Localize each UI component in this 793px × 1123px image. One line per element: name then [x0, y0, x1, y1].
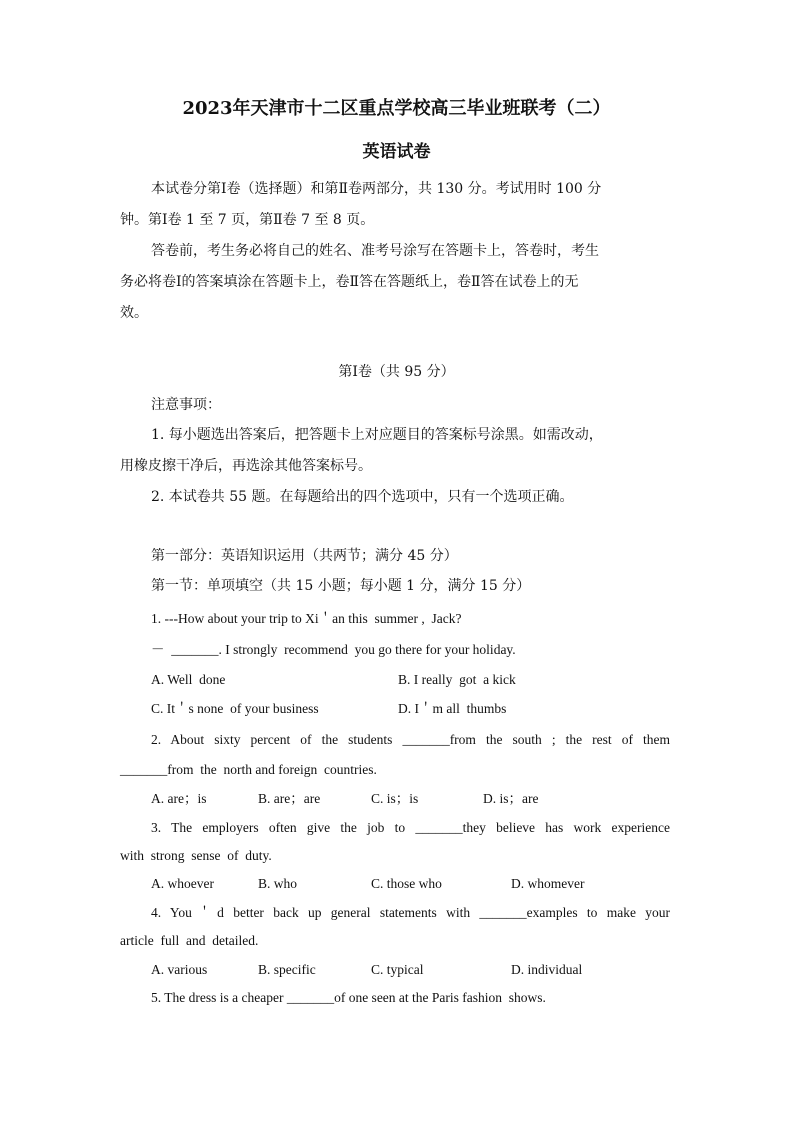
note-2: 2. 本试卷共 55 题。在每题给出的四个选项中，只有一个选项正确。	[151, 489, 574, 505]
question-1-option-a: A. Well done	[151, 672, 226, 687]
notes-title: 注意事项：	[151, 397, 221, 413]
page-title: 2023年天津市十二区重点学校高三毕业班联考（二）	[182, 98, 611, 119]
question-1-option-d: D. I＇m all thumbs	[398, 701, 507, 716]
section-heading: 第Ⅰ卷（共 95 分）	[338, 364, 455, 380]
question-2-option-a: A. are；is	[151, 791, 207, 806]
note-1-line-1: 1. 每小题选出答案后，把答题卡上对应题目的答案标号涂黑。如需改动，	[151, 427, 603, 443]
question-2-stem-cont: _______from the north and foreign countries.	[120, 762, 377, 777]
question-2-option-d: D. is；are	[483, 791, 539, 806]
question-4-option-a: A. various	[151, 962, 208, 977]
note-1-line-2: 用橡皮擦干净后，再选涂其他答案标号。	[120, 458, 372, 474]
question-1-option-b: B. I really got a kick	[398, 672, 516, 687]
question-4-option-c: C. typical	[371, 962, 424, 977]
question-1-option-c: C. It＇s none of your business	[151, 701, 319, 716]
question-4-stem-cont: article full and detailed.	[120, 933, 259, 948]
question-2-option-b: B. are；are	[258, 791, 321, 806]
question-3-option-c: C. those who	[371, 876, 442, 891]
question-2-option-c: C. is；is	[371, 791, 419, 806]
page-subtitle: 英语试卷	[362, 142, 431, 162]
intro-line-4: 务必将卷Ⅰ的答案填涂在答题卡上，卷Ⅱ答在答题纸上，卷Ⅱ答在试卷上的无	[120, 274, 579, 290]
part-subheading: 第一节：单项填空（共 15 小题；每小题 1 分，满分 15 分）	[151, 578, 531, 594]
question-1-stem: 1. ---How about your trip to Xi＇an this summer , Jack?	[151, 611, 462, 626]
question-3-option-b: B. who	[258, 876, 298, 891]
question-2-stem: 2. About sixty percent of the students _______from the south ; the rest of them	[151, 732, 670, 747]
question-3-stem-cont: with strong sense of duty.	[120, 848, 272, 863]
intro-line-5: 效。	[120, 305, 148, 321]
intro-line-2: 钟。第Ⅰ卷 1 至 7 页，第Ⅱ卷 7 至 8 页。	[120, 212, 375, 228]
question-1-stem-cont: － _______. I strongly recommend you go there for your holiday.	[151, 642, 516, 657]
intro-line-1: 本试卷分第Ⅰ卷（选择题）和第Ⅱ卷两部分，共 130 分。考试用时 100 分	[151, 181, 602, 197]
question-4-option-b: B. specific	[258, 962, 316, 977]
question-5-stem: 5. The dress is a cheaper _______of one seen at the Paris fashion shows.	[151, 990, 546, 1005]
part-heading: 第一部分：英语知识运用（共两节；满分 45 分）	[151, 548, 458, 564]
question-3-option-d: D. whomever	[511, 876, 585, 891]
question-3-stem: 3. The employers often give the job to _______they believe has work experience	[151, 820, 670, 835]
intro-line-3: 答卷前，考生务必将自己的姓名、准考号涂写在答题卡上，答卷时，考生	[151, 243, 599, 259]
question-4-option-d: D. individual	[511, 962, 583, 977]
question-3-option-a: A. whoever	[151, 876, 214, 891]
question-4-stem: 4. You＇d better back up general statements with _______examples to make your	[151, 905, 670, 920]
